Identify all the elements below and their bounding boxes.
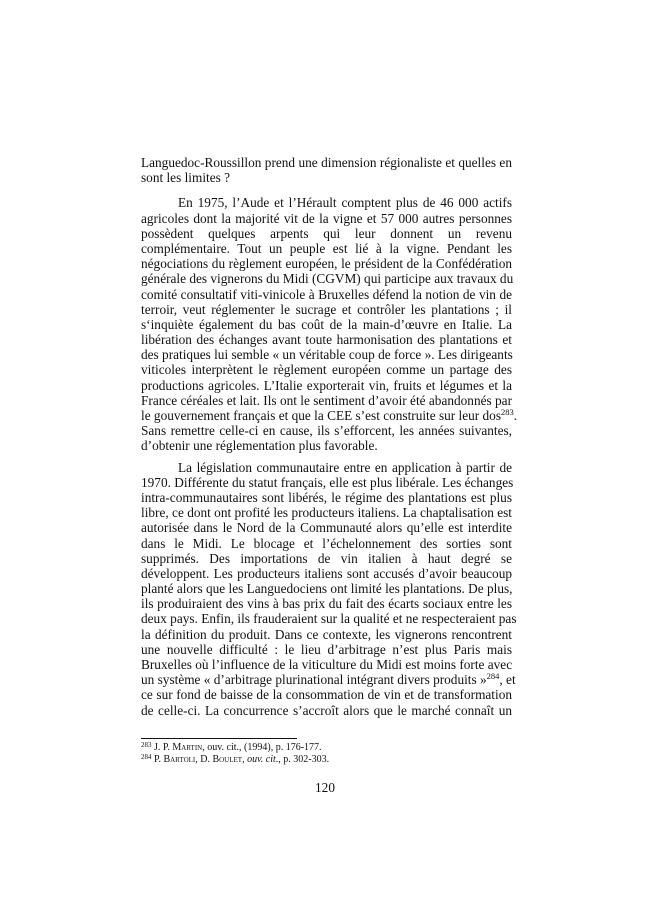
text-line: négociations du règlement européen, le président de la Confédération <box>141 256 512 272</box>
text-line: autorisée dans le Nord de la Communauté alors qu’elle est interdite <box>141 520 512 536</box>
text-line: productions agricoles. L’Italie exporterait vin, fruits et légumes et la <box>141 377 512 393</box>
text-line: des pratiques lui semble « un véritable coup de force ». Les dirigeants <box>141 347 513 363</box>
footnote-ref: , ouv. cit., (1994), p. 176-177. <box>202 742 322 753</box>
paragraph <box>141 155 512 185</box>
text-line: En 1975, l’Aude et l’Hérault comptent plus de 46 000 actifs <box>178 195 512 211</box>
body-text <box>141 155 518 718</box>
text-line: d’obtenir une réglementation plus favorable. <box>141 438 378 454</box>
text-line: s‘inquiète également du bas coût de la main-d’œuvre en Italie. La <box>141 316 512 332</box>
text-line: développent. Les producteurs italiens sont accusés d’avoir beaucoup <box>141 565 512 581</box>
text-line: libre, ce dont ont profité les producteurs italiens. La chaptalisation est <box>141 505 512 521</box>
text-line: deux pays. Enfin, ils frauderaient sur la qualité et ne respecteraient pas <box>141 611 517 627</box>
footnotes <box>141 742 512 766</box>
text-line: sont les limites ? <box>141 170 231 186</box>
footnote-reference[interactable]: 283 <box>501 407 514 417</box>
footnote-author: J. P. Martin <box>154 742 203 753</box>
footnote-separator <box>141 738 297 739</box>
text-line: planté alors que les Languedociens ont limité les plantations. De plus, <box>141 581 513 597</box>
text-line: possèdent quelques arpents qui leur donnent un revenu <box>141 225 512 241</box>
text-line: complémentaire. Tout un peuple est lié à la vigne. Pendant les <box>141 240 512 256</box>
text-line: le gouvernement français et que la CEE s’est construite sur leur dos$^{283}$. <box>141 407 518 423</box>
text-line: de celle-ci. La concurrence s’accroît alors que le marché connaît un <box>141 702 512 718</box>
text-line: agricoles dont la majorité vit de la vigne et 57 000 autres personnes <box>141 210 512 226</box>
text-line: Languedoc-Roussillon prend une dimension régionaliste et quelles en <box>141 155 512 170</box>
text-line: dans le Midi. Le blocage et l’échelonnement des sorties sont <box>141 535 512 551</box>
text-line: viticoles interprètent le règlement européen comme un partage des <box>141 362 512 378</box>
text-line: ce sur fond de baisse de la consommation de vin et de transformation <box>141 687 512 703</box>
text-line: La législation communautaire entre en application à partir de <box>178 459 512 475</box>
page-number: 120 <box>315 780 335 795</box>
text-line: Sans remettre celle-ci en cause, ils s’efforcent, les années suivantes, <box>141 423 512 439</box>
text-line: terroir, veut réglementer le sucrage et contrôler les plantations ; il <box>141 301 512 317</box>
footnote-ref-italic: ouv. cit <box>247 754 276 765</box>
text-line: France céréales et lait. Ils ont le sentiment d’avoir été abandonnés par <box>141 392 512 408</box>
text-line: un système « d’arbitrage plurinational intégrant divers produits »$^{284}$, et <box>141 671 516 688</box>
footnote-number: 283 <box>141 741 152 749</box>
text-line: comité consultatif viti-vinicole à Bruxelles défend la notion de vin de <box>141 286 512 302</box>
text-line: intra-communautaires sont libérés, le régime des plantations est plus <box>141 489 512 505</box>
text-line: une nouvelle difficulté : le lieu d’arbitrage n’est plus Paris mais <box>141 641 512 657</box>
footnote-284: $^{284}$ P. Bartoli, D. Boulet, ouv. cit., p. 302-303. <box>141 753 330 765</box>
text-line: Bruxelles où l’influence de la viticulture du Midi est moins forte avec <box>141 657 513 672</box>
text-line: 1970. Différente du statut français, elle est plus libérale. Les échanges <box>141 474 514 490</box>
footnote-ref: ., p. 302-303. <box>275 754 330 765</box>
text-line: supprimés. Des importations de vin italien à haut degré se <box>141 550 512 566</box>
footnote-author: P. Bartoli, D. Boulet <box>154 754 243 765</box>
paragraph <box>141 459 517 718</box>
paragraph <box>141 195 518 454</box>
footnote-reference[interactable]: 284 <box>486 671 500 682</box>
text-line: libération des échanges avant toute harmonisation des plantations et <box>141 332 512 348</box>
footnote-283 <box>141 742 512 754</box>
text-line: générale des vignerons du Midi (CGVM) qui participe aux travaux du <box>141 271 514 287</box>
text-line: ils produiraient des vins à bas prix du fait des écarts sociaux entre les <box>141 596 512 612</box>
text-line: la définition du produit. Dans ce contexte, les vignerons rencontrent <box>141 626 512 642</box>
footnote-number: 284 <box>141 753 152 761</box>
